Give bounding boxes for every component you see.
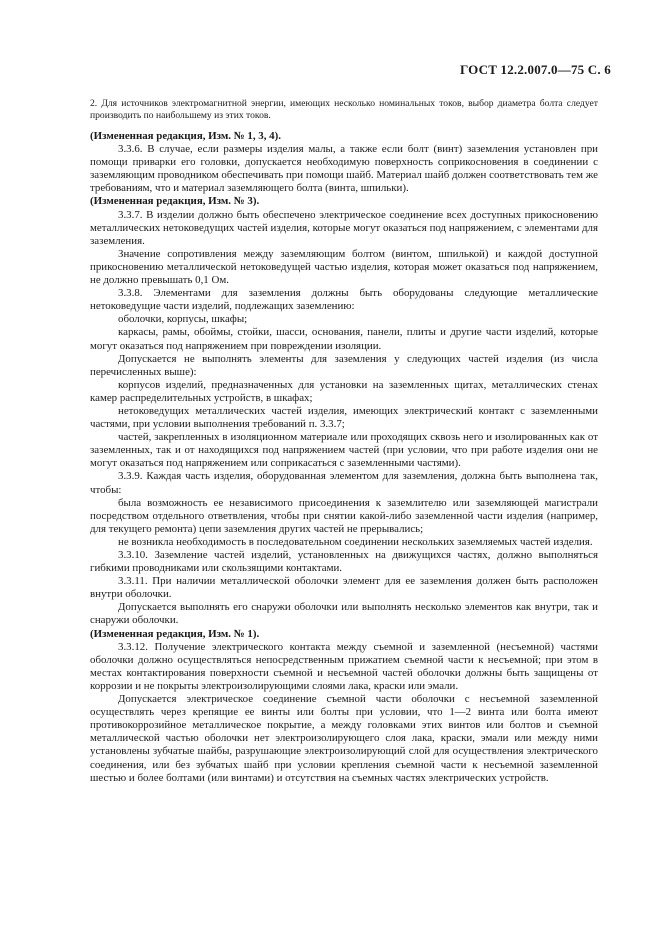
body-paragraph: оболочки, корпусы, шкафы;	[118, 313, 248, 326]
body-paragraph: 3.3.6. В случае, если размеры изделия малы, а также если болт (винт) заземления установлен при помощи приварки его головки, допускается необходимую поверхность соприкосновения в соединении с заземляющим проводником обеспечивать при помощи шайб. Материал шайб должен соответствовать тем же требованиям, что и материал заземляющего болта (винта, шпильки).	[90, 143, 598, 195]
body-paragraph: 3.3.9. Каждая часть изделия, оборудованная элементом для заземления, должна быть выполнена так, чтобы:	[90, 470, 598, 496]
body-paragraph: 3.3.12. Получение электрического контакта между съемной и заземленной (несъемной) частями оболочки должно осуществляться непосредственным прижатием съемной части к несъемной; при этом в местах контактирования поверхности съемной и несъемной частей оболочки должны быть защищены от коррозии и не покрыты электроизолирующими слоями лака, краски или эмали.	[90, 640, 598, 692]
body-paragraph: Допускается электрическое соединение съемной части оболочки с несъемной заземленной осуществлять через крепящие ее винты или болты при условии, что 1—2 винта или болта имеют противокоррозийное металлическое покрытие, а между головками этих винтов или болтов и съемной металлической частью оболочки нет электроизолирующего слоя лака, краски, эмали или между ними установлены зубчатые шайбы, разрушающие электроизолирующий слой для осуществления электрического соединения, или без зубчатых шайб при условии крепления съемной части к несъемной заземленной шестью и более болтами (или винтами) и отсутствия на съемных частях электрических устройств.	[90, 693, 598, 784]
body-paragraph: корпусов изделий, предназначенных для установки на заземленных щитах, металлических стенах камер распределительных устройств, в шкафах;	[90, 378, 598, 404]
footnote-paragraph: 2. Для источников электромагнитной энергии, имеющих несколько номинальных токов, выбор диаметра болта следует производить по наибольшему из этих токов.	[90, 98, 598, 121]
document-body	[90, 98, 598, 785]
body-paragraph: частей, закрепленных в изоляционном материале или проходящих сквозь него и изолированных как от заземленных, так и от находящихся под напряжением частей (при условии, что при работе изделия они не могут оказаться под напряжением или соприкасаться с заземленными частями).	[90, 431, 598, 470]
body-paragraph: 3.3.8. Элементами для заземления должны быть оборудованы следующие металлические нетоковедущие части изделий, подлежащих заземлению:	[90, 287, 598, 313]
body-paragraph: каркасы, рамы, обоймы, стойки, шасси, основания, панели, плиты и другие части изделий, которые могут оказаться под напряжением при повреждении изоляции.	[90, 326, 598, 352]
body-paragraph: 3.3.7. В изделии должно быть обеспечено электрическое соединение всех доступных прикосновению металлических нетоковедущих частей изделия, которые могут оказаться под напряжением, с элементами для заземления.	[90, 208, 598, 247]
revision-note: (Измененная редакция, Изм. № 1, 3, 4).	[90, 130, 281, 142]
revision-note: (Измененная редакция, Изм. № 3).	[90, 195, 260, 208]
body-paragraph: 3.3.10. Заземление частей изделий, установленных на движущихся частях, должно выполняться гибкими проводниками или скользящими контактами.	[90, 549, 598, 575]
body-paragraph: Допускается не выполнять элементы для заземления у следующих частей изделия (из числа перечисленных выше):	[90, 352, 598, 378]
body-paragraph: Допускается выполнять его снаружи оболочки или выполнять несколько элементов как внутри, так и снаружи оболочки.	[90, 601, 598, 627]
body-paragraph: Значение сопротивления между заземляющим болтом (винтом, шпилькой) и каждой доступной прикосновению металлической нетоковедущей частью изделия, которая может оказаться под напряжением, не должно превышать 0,1 Ом.	[90, 247, 598, 287]
body-paragraph: нетоковедущих металлических частей изделия, имеющих электрический контакт с заземленными частями, при условии выполнения требований п. 3.3.7;	[90, 404, 598, 431]
body-paragraph: не возникла необходимость в последовательном соединении нескольких заземляемых частей изделия.	[118, 535, 593, 548]
page-header: ГОСТ 12.2.007.0—75 С. 6	[459, 62, 611, 77]
body-paragraph: 3.3.11. При наличии металлической оболочки элемент для ее заземления должен быть расположен внутри оболочки.	[90, 575, 598, 601]
revision-note: (Измененная редакция, Изм. № 1).	[90, 627, 260, 640]
body-paragraph: была возможность ее независимого присоединения к заземлителю или заземляющей магистрали посредством отдельного ответвления, чтобы при снятии какой-либо заземленной части изделия (например, для текущего ремонта) цепи заземления других частей не прерывались;	[90, 496, 598, 535]
